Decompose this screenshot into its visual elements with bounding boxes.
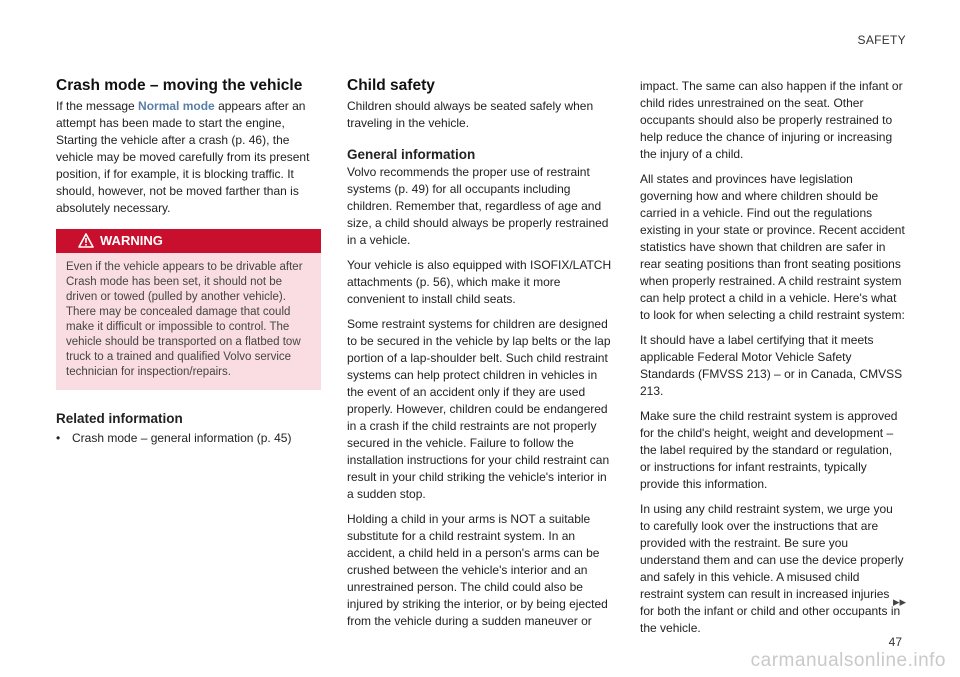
paragraph: impact. The same can also happen if the infant or child rides unrestrained on the seat. Other occupants should also be properly restrained to help reduce the chance of injuring or increasing the injury of a child.: [640, 79, 903, 161]
watermark: carmanualsonline.info: [750, 650, 946, 671]
paragraph: Holding a child in your arms is NOT a suitable substitute for a child restraint system. In an accident, a child held in a person's arms can be crushed between the vehicle's interior and an unrestrained person. The child could also be injured by striking the interior, or by being ejected from the vehicle during a sudden maneuver or: [347, 512, 608, 628]
continue-arrows-icon: ▸▸: [892, 594, 906, 609]
child-safety-intro: Children should always be seated safely when traveling in the vehicle.: [347, 99, 594, 130]
related-item[interactable]: [56, 430, 321, 447]
paragraph: All states and provinces have legislation governing how and where children should be carried in a vehicle. Find out the regulations existing in your state or province. Recent accident statistics have shown that children are safer in rear seating positions than front seating positions when properly restrained. A child restraint system can help protect a child in a vehicle. Here's what to look for when selecting a child restraint system:: [640, 172, 905, 322]
bullet-icon: •: [56, 431, 61, 445]
section-header: SAFETY: [857, 33, 906, 47]
related-info-title: Related information: [56, 411, 183, 426]
intro-suffix: appears after an attempt has been made to start the engine, Starting the vehicle after a crash (p. 46), the vehicle may be moved carefully from its present position, if for example, it is blocking traffic. It should, however, not be moved farther than is absolutely necessary.: [56, 99, 310, 215]
paragraph: Volvo recommends the proper use of restraint systems (p. 49) for all occupants including children. Remember that, regardless of age and size, a child should always be properly restrained in a vehicle.: [347, 165, 609, 247]
column-child-safety: [347, 72, 613, 638]
column-crash-mode: [56, 72, 321, 447]
paragraph: It should have a label certifying that it meets applicable Federal Motor Vehicle Safety Standards (FMVSS 213) – or in Canada, CMVSS 213.: [640, 333, 903, 398]
related-item-link[interactable]: Crash mode – general information (p. 45): [72, 431, 292, 445]
crash-mode-intro: [56, 98, 321, 217]
column-child-safety-continued: [640, 78, 906, 645]
warning-triangle-icon: [78, 233, 94, 248]
warning-body: Even if the vehicle appears to be drivable after Crash mode has been set, it should not be driven or towed (pulled by another vehicle). There may be concealed damage that could make it difficult or impossible to control. The vehicle should be transported on a flatbed tow truck to a trained and qualified Volvo service technician for inspection/repairs.: [56, 253, 321, 390]
paragraph: Some restraint systems for children are designed to be secured in the vehicle by lap belts or the lap portion of a lap-shoulder belt. Such child restraint systems can help protect children in vehicles in the event of an accident only if they are used properly. However, children could be endangered in a crash if the child restraints are not properly secured in the vehicle. Failure to follow the installation instructions for your child restraint can result in your child striking the vehicle's interior in a sudden stop.: [347, 317, 611, 501]
crash-mode-title: Crash mode – moving the vehicle: [56, 77, 303, 94]
page-number: 47: [888, 635, 902, 649]
paragraph: In using any child restraint system, we urge you to carefully look over the instructions that are provided with the restraint. Be sure you understand them and can use the device properly and safely in this vehicle. A misused child restraint system can result in increased injuries for both the infant or child and other occupants in the vehicle.: [640, 502, 904, 635]
paragraph: Your vehicle is also equipped with ISOFIX/LATCH attachments (p. 56), which make it more convenient to install child seats.: [347, 258, 612, 306]
paragraph: Make sure the child restraint system is approved for the child's height, weight and development – the label required by the standard or regulation, or instructions for infant restraints, typically provide this information.: [640, 409, 898, 491]
intro-prefix: If the message: [56, 99, 139, 113]
normal-mode-message: Normal mode: [138, 99, 215, 113]
warning-header: [56, 229, 321, 253]
warning-label: WARNING: [100, 233, 163, 248]
general-info-title: General information: [347, 147, 476, 162]
child-safety-title: Child safety: [347, 77, 435, 94]
